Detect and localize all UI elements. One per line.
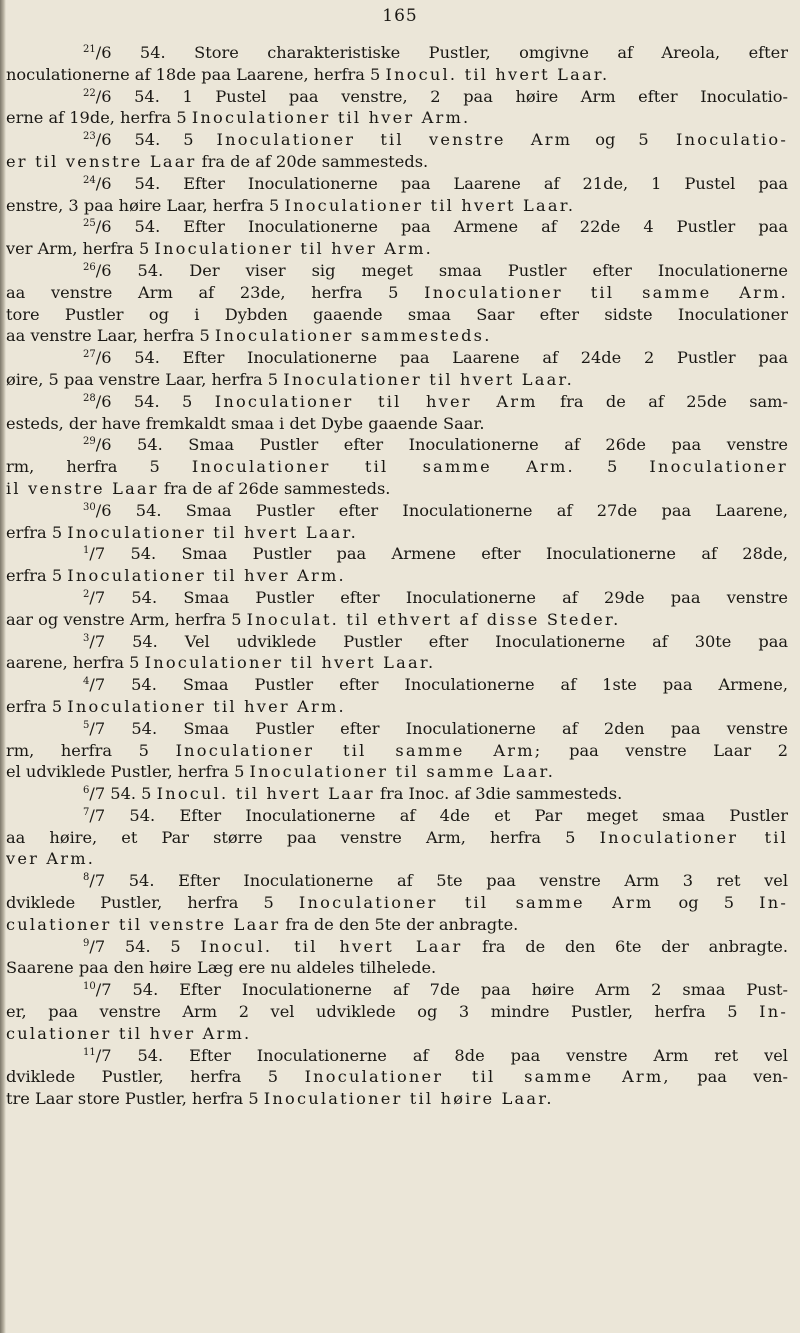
text-line — [6, 674, 788, 696]
date-superscript: 26 — [83, 261, 96, 273]
date-superscript: 27 — [83, 349, 96, 361]
text-segment: esteds, der have fremkaldt smaa i det Dybe gaaende Saar. — [6, 413, 485, 433]
text-segment: /7 54. Smaa Pustler efter Inoculationerne af 1ste paa Armene, — [89, 675, 788, 695]
text-segment: rm, herfra 5 — [6, 457, 192, 477]
text-line — [6, 369, 788, 391]
spaced-emphasis: Inocul. til hvert Laar — [200, 936, 463, 956]
text-segment: aar og venstre Arm, herfra 5 — [6, 609, 247, 629]
spaced-emphasis: In- — [759, 893, 788, 913]
text-segment: ver Arm, herfra 5 — [6, 239, 155, 259]
text-segment: og — [572, 130, 639, 150]
text-segment: /7 54. Efter Inoculationerne af 7de paa høire Arm 2 smaa Pust- — [95, 980, 788, 1000]
text-segment: 5 — [574, 457, 650, 477]
spaced-emphasis: In- — [759, 1002, 788, 1022]
spaced-emphasis: Inoculationer til samme Arm. — [191, 457, 575, 477]
spaced-emphasis: Inoculationer til samme Arm. — [424, 282, 788, 302]
text-line — [6, 805, 788, 827]
spaced-emphasis: Inoculationer til hvert Laar. — [144, 653, 436, 673]
text-line — [6, 86, 788, 108]
text-line — [6, 565, 788, 587]
spaced-emphasis: Inoculationer til hver Arm — [214, 391, 538, 411]
text-segment: /7 54. Vel udviklede Pustler efter Inoculationerne af 30te paa — [89, 631, 788, 651]
text-segment: /7 54. Smaa Pustler efter Inoculationerne af 29de paa venstre — [89, 587, 788, 607]
spaced-emphasis: Inoculationer til hver Arm. — [154, 239, 433, 259]
spaced-emphasis: Inoculationer til samme Laar. — [249, 762, 556, 782]
text-segment: erfra 5 — [6, 522, 68, 542]
text-segment: /6 54. Smaa Pustler efter Inoculationerne af 26de paa venstre — [95, 435, 788, 455]
text-line — [6, 848, 788, 870]
date-superscript: 8 — [83, 872, 90, 884]
spaced-emphasis: Inoculationer til samme Arm; — [175, 740, 543, 760]
text-segment: øire, 5 paa venstre Laar, herfra 5 — [6, 369, 284, 389]
date-superscript: 24 — [83, 174, 96, 186]
text-line — [6, 652, 788, 674]
text-line — [6, 1001, 788, 1023]
text-segment: Saarene paa den høire Læg ere nu aldeles tilhelede. — [6, 958, 437, 978]
text-segment: /6 54. Efter Inoculationerne paa Laarene af 24de 2 Pustler paa — [95, 348, 788, 368]
spaced-emphasis: Inoculationer til samme Arm, — [304, 1067, 671, 1087]
spaced-emphasis: ver Arm. — [6, 849, 96, 869]
text-line — [6, 42, 788, 64]
spaced-emphasis: er til venstre Laar — [6, 151, 197, 171]
text-line — [6, 783, 788, 805]
spaced-emphasis: Inocul. til hvert Laar. — [385, 64, 610, 84]
text-segment: fra de den 5te der anbragte. — [280, 914, 519, 934]
text-segment: er, paa venstre Arm 2 vel udviklede og 3 mindre Pustler, herfra 5 — [6, 1002, 760, 1022]
text-segment: el udviklede Pustler, herfra 5 — [6, 762, 250, 782]
text-segment: aa høire, et Par større paa venstre Arm, herfra 5 — [6, 827, 600, 847]
date-superscript: 5 — [83, 719, 90, 731]
text-line — [6, 282, 788, 304]
text-line — [6, 456, 788, 478]
text-line — [6, 325, 788, 347]
spaced-emphasis: Inoculationer til samme Arm — [298, 893, 654, 913]
text-line — [6, 936, 788, 958]
spaced-emphasis: Inoculationer til — [599, 827, 788, 847]
text-segment: fra Inoc. af 3die sammesteds. — [374, 784, 623, 804]
text-segment: /6 54. 5 — [95, 130, 217, 150]
spaced-emphasis: Inoculationer til høire Laar. — [263, 1089, 554, 1109]
text-segment: aa venstre Laar, herfra 5 — [6, 326, 215, 346]
text-segment: /7 54. Smaa Pustler paa Armene efter Inoculationerne af 28de, — [89, 544, 788, 564]
text-line — [6, 304, 788, 326]
text-line — [6, 543, 788, 565]
spaced-emphasis: Inoculationer til hvert Laar. — [67, 522, 358, 542]
date-superscript: 6 — [83, 785, 90, 797]
text-segment: /6 54. 1 Pustel paa venstre, 2 paa høire Arm efter Inoculatio- — [95, 86, 788, 106]
text-line — [6, 434, 788, 456]
text-line — [6, 979, 788, 1001]
text-line — [6, 500, 788, 522]
text-line — [6, 129, 788, 151]
text-line — [6, 478, 788, 500]
text-segment: /6 54. Store charakteristiske Pustler, omgivne af Areola, efter — [95, 43, 788, 62]
text-line — [6, 238, 788, 260]
spaced-emphasis: Inocul. til hvert Laar — [156, 784, 375, 804]
text-line — [6, 609, 788, 631]
text-segment: aarene, herfra 5 — [6, 653, 145, 673]
date-superscript: 21 — [83, 44, 96, 55]
text-line — [6, 587, 788, 609]
date-superscript: 3 — [83, 632, 90, 644]
text-line — [6, 892, 788, 914]
text-segment: erne af 19de, herfra 5 — [6, 108, 192, 128]
date-superscript: 1 — [83, 545, 90, 557]
spaced-emphasis: culationer til venstre Laar — [6, 914, 281, 934]
text-line — [6, 391, 788, 413]
spaced-emphasis: 5 Inoculatio- — [638, 130, 788, 150]
text-line — [6, 870, 788, 892]
text-segment: tre Laar store Pustler, herfra 5 — [6, 1089, 264, 1109]
text-segment: /7 54. 5 — [89, 936, 201, 956]
text-segment: noculationerne af 18de paa Laarene, herfra 5 — [6, 64, 386, 84]
text-line — [6, 173, 788, 195]
text-segment: /6 54. Efter Inoculationerne paa Armene af 22de 4 Pustler paa — [95, 217, 788, 237]
text-segment: fra de den 6te der anbragte. — [462, 936, 788, 956]
text-segment: /7 54. Efter Inoculationerne af 4de et Par meget smaa Pustler — [89, 805, 788, 825]
text-line — [6, 740, 788, 762]
spaced-emphasis: Inoculationer til hver Arm. — [191, 108, 471, 128]
spaced-emphasis: Inoculationer til venstre Arm — [216, 130, 573, 150]
text-segment: dviklede Pustler, herfra 5 — [6, 893, 299, 913]
spaced-emphasis: Inoculationer — [649, 457, 788, 477]
text-line — [6, 1066, 788, 1088]
text-line — [6, 1088, 788, 1110]
spaced-emphasis: Inoculationer til hver Arm. — [67, 696, 346, 716]
spaced-emphasis: Inoculat. til ethvert af disse Steder. — [246, 609, 621, 629]
text-segment: /6 54. Efter Inoculationerne paa Laarene af 21de, 1 Pustel paa — [95, 173, 788, 193]
text-segment: og 5 — [653, 893, 760, 913]
text-line — [6, 696, 788, 718]
spaced-emphasis: Inoculationer til hver Arm. — [67, 566, 346, 586]
text-line — [6, 957, 788, 979]
text-line — [6, 522, 788, 544]
date-superscript: 30 — [83, 501, 96, 513]
text-line — [6, 347, 788, 369]
date-superscript: 11 — [83, 1046, 96, 1058]
text-column — [6, 42, 788, 1110]
text-line — [6, 827, 788, 849]
spaced-emphasis: Inoculationer sammesteds. — [214, 326, 492, 346]
text-line — [6, 260, 788, 282]
text-line — [6, 631, 788, 653]
text-segment: fra de af 20de sammesteds. — [196, 151, 429, 171]
text-segment: aa venstre Arm af 23de, herfra 5 — [6, 282, 425, 302]
text-segment: /7 54. 5 — [89, 784, 157, 804]
text-segment: erfra 5 — [6, 566, 68, 586]
text-segment: enstre, 3 paa høire Laar, herfra 5 — [6, 195, 285, 215]
page-number: 165 — [382, 6, 418, 26]
text-segment: paa ven- — [670, 1067, 788, 1087]
text-segment: /7 54. Smaa Pustler efter Inoculationerne af 2den paa venstre — [89, 718, 788, 738]
date-superscript: 2 — [83, 588, 90, 600]
text-segment: /6 54. 5 — [95, 391, 215, 411]
text-segment: /6 54. Smaa Pustler efter Inoculationerne af 27de paa Laarene, — [95, 500, 788, 520]
text-line — [6, 413, 788, 435]
text-line — [6, 761, 788, 783]
text-line — [6, 216, 788, 238]
text-line — [6, 64, 788, 86]
date-superscript: 28 — [83, 392, 96, 404]
date-superscript: 9 — [83, 937, 90, 949]
text-segment: fra de af 26de sammesteds. — [158, 478, 391, 498]
date-superscript: 7 — [83, 806, 90, 818]
date-superscript: 25 — [83, 218, 96, 230]
text-segment: fra de af 25de sam- — [537, 391, 788, 411]
text-segment: rm, herfra 5 — [6, 740, 176, 760]
text-segment: /7 54. Efter Inoculationerne af 5te paa venstre Arm 3 ret vel — [89, 871, 788, 891]
text-line — [6, 914, 788, 936]
text-segment: tore Pustler og i Dybden gaaende smaa Saar efter sidste Inoculationer — [6, 304, 788, 324]
spaced-emphasis: Inoculationer til hvert Laar. — [283, 369, 574, 389]
text-segment: paa venstre Laar 2 — [542, 740, 788, 760]
text-line — [6, 1045, 788, 1067]
text-segment: /7 54. Efter Inoculationerne af 8de paa venstre Arm ret vel — [95, 1045, 788, 1065]
text-line — [6, 718, 788, 740]
text-line — [6, 195, 788, 217]
text-segment: /6 54. Der viser sig meget smaa Pustler efter Inoculationerne — [95, 260, 788, 280]
text-line — [6, 1023, 788, 1045]
spaced-emphasis: culationer til hver Arm. — [6, 1023, 252, 1043]
date-superscript: 23 — [83, 131, 96, 143]
text-segment: dviklede Pustler, herfra 5 — [6, 1067, 305, 1087]
spaced-emphasis: il venstre Laar — [6, 478, 159, 498]
text-line — [6, 107, 788, 129]
date-superscript: 10 — [83, 981, 96, 993]
text-line — [6, 151, 788, 173]
date-superscript: 4 — [83, 676, 90, 688]
text-segment: erfra 5 — [6, 696, 68, 716]
date-superscript: 29 — [83, 436, 96, 448]
date-superscript: 22 — [83, 87, 96, 99]
spaced-emphasis: Inoculationer til hvert Laar. — [284, 195, 576, 215]
